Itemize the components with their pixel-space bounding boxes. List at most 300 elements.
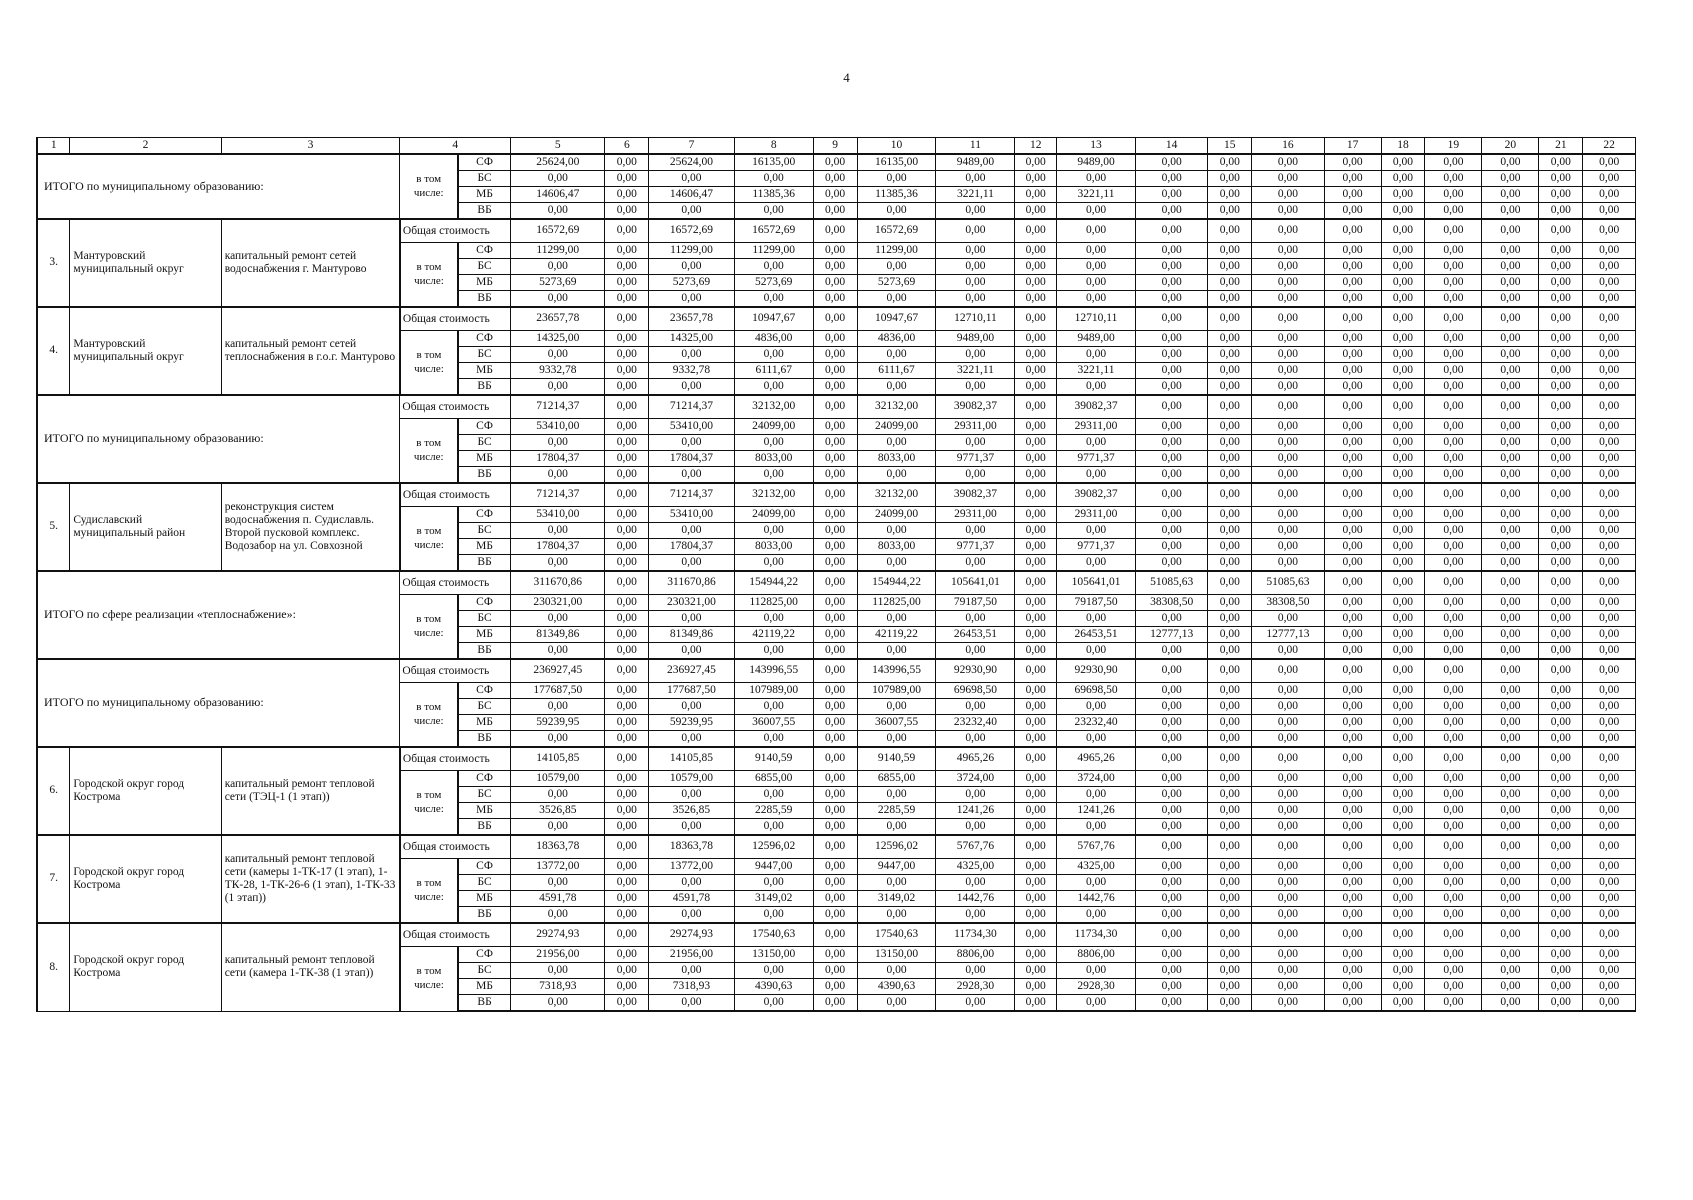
funding-source-code: ВБ [458, 995, 511, 1012]
value-cell: 0,00 [1539, 435, 1583, 451]
value-cell: 0,00 [1252, 979, 1324, 995]
value-cell: 0,00 [813, 347, 857, 363]
value-cell: 0,00 [605, 539, 649, 555]
value-cell: 0,00 [1539, 923, 1583, 947]
value-cell: 0,00 [1381, 347, 1425, 363]
value-cell: 29311,00 [1057, 507, 1136, 523]
value-cell: 0,00 [936, 555, 1015, 572]
value-cell: 0,00 [1208, 979, 1252, 995]
value-cell: 13150,00 [734, 947, 813, 963]
including-label: в том числе: [400, 859, 458, 924]
value-cell: 0,00 [1324, 363, 1381, 379]
value-cell: 0,00 [1583, 419, 1636, 435]
value-cell: 9489,00 [936, 331, 1015, 347]
value-cell: 0,00 [813, 979, 857, 995]
value-cell: 0,00 [605, 363, 649, 379]
value-cell: 0,00 [605, 771, 649, 787]
value-cell: 0,00 [1015, 539, 1057, 555]
value-cell: 0,00 [1324, 659, 1381, 683]
value-cell: 1442,76 [1057, 891, 1136, 907]
value-cell: 0,00 [857, 291, 936, 308]
funding-source-code: ВБ [458, 555, 511, 572]
total-label: ИТОГО по сфере реализации «теплоснабжение»: [37, 571, 400, 659]
value-cell: 9140,59 [857, 747, 936, 771]
value-cell: 0,00 [1252, 203, 1324, 220]
value-cell: 0,00 [605, 187, 649, 203]
value-cell: 0,00 [1425, 995, 1482, 1012]
value-cell: 0,00 [1583, 699, 1636, 715]
funding-source-code: БС [458, 523, 511, 539]
value-cell: 0,00 [1425, 947, 1482, 963]
value-cell: 0,00 [813, 203, 857, 220]
value-cell: 0,00 [1324, 331, 1381, 347]
value-cell: 0,00 [813, 363, 857, 379]
value-cell: 0,00 [1015, 275, 1057, 291]
total-cost-row [37, 571, 1636, 595]
funding-source-code: СФ [458, 683, 511, 699]
value-cell: 0,00 [1252, 363, 1324, 379]
value-cell: 0,00 [1482, 243, 1539, 259]
value-cell: 0,00 [1208, 555, 1252, 572]
value-cell: 13772,00 [511, 859, 605, 875]
value-cell: 0,00 [734, 291, 813, 308]
value-cell: 0,00 [1208, 259, 1252, 275]
value-cell: 0,00 [605, 219, 649, 243]
value-cell: 0,00 [1539, 643, 1583, 660]
total-cost-row [37, 835, 1636, 859]
value-cell: 0,00 [1324, 347, 1381, 363]
value-cell: 0,00 [1136, 379, 1208, 396]
value-cell: 0,00 [813, 699, 857, 715]
value-cell: 4591,78 [511, 891, 605, 907]
value-cell: 16572,69 [649, 219, 735, 243]
value-cell: 0,00 [1015, 643, 1057, 660]
value-cell: 0,00 [1583, 171, 1636, 187]
value-cell: 4591,78 [649, 891, 735, 907]
funding-source-code: ВБ [458, 203, 511, 220]
value-cell: 0,00 [605, 923, 649, 947]
value-cell: 0,00 [1015, 203, 1057, 220]
value-cell: 0,00 [605, 507, 649, 523]
total-cost-row [37, 483, 1636, 507]
total-cost-label: Общая стоимость [400, 659, 511, 683]
value-cell: 5273,69 [511, 275, 605, 291]
value-cell: 0,00 [1482, 307, 1539, 331]
value-cell: 0,00 [1208, 307, 1252, 331]
value-cell: 4965,26 [936, 747, 1015, 771]
value-cell: 0,00 [605, 947, 649, 963]
value-cell: 0,00 [1583, 275, 1636, 291]
funding-source-code: СФ [458, 419, 511, 435]
value-cell: 16572,69 [734, 219, 813, 243]
value-cell: 0,00 [1057, 259, 1136, 275]
value-cell: 0,00 [1015, 187, 1057, 203]
funding-source-code: ВБ [458, 467, 511, 484]
value-cell: 0,00 [1057, 699, 1136, 715]
value-cell: 0,00 [1425, 979, 1482, 995]
value-cell: 0,00 [649, 523, 735, 539]
value-cell: 0,00 [1425, 819, 1482, 836]
value-cell: 0,00 [1482, 787, 1539, 803]
value-cell: 0,00 [1381, 875, 1425, 891]
value-cell: 0,00 [1482, 259, 1539, 275]
value-cell: 0,00 [1015, 243, 1057, 259]
value-cell: 0,00 [1425, 683, 1482, 699]
value-cell: 0,00 [813, 243, 857, 259]
value-cell: 0,00 [1252, 243, 1324, 259]
value-cell: 0,00 [1539, 187, 1583, 203]
value-cell: 51085,63 [1136, 571, 1208, 595]
column-number: 10 [857, 138, 936, 155]
value-cell: 0,00 [1136, 435, 1208, 451]
value-cell: 69698,50 [1057, 683, 1136, 699]
value-cell: 0,00 [1425, 507, 1482, 523]
value-cell: 0,00 [1539, 595, 1583, 611]
value-cell: 0,00 [1539, 243, 1583, 259]
value-cell: 38308,50 [1252, 595, 1324, 611]
value-cell: 0,00 [1324, 963, 1381, 979]
value-cell: 12777,13 [1252, 627, 1324, 643]
value-cell: 14606,47 [649, 187, 735, 203]
value-cell: 0,00 [1425, 154, 1482, 171]
value-cell: 0,00 [1482, 979, 1539, 995]
value-cell: 0,00 [857, 171, 936, 187]
value-cell: 0,00 [1208, 643, 1252, 660]
value-cell: 4325,00 [936, 859, 1015, 875]
value-cell: 0,00 [936, 787, 1015, 803]
value-cell: 0,00 [1057, 291, 1136, 308]
funding-source-code: МБ [458, 275, 511, 291]
value-cell: 0,00 [1208, 595, 1252, 611]
column-number: 7 [649, 138, 735, 155]
value-cell: 0,00 [1381, 291, 1425, 308]
value-cell: 0,00 [1539, 507, 1583, 523]
value-cell: 0,00 [813, 467, 857, 484]
value-cell: 0,00 [1482, 627, 1539, 643]
funding-source-row [37, 154, 1636, 171]
funding-source-code: МБ [458, 187, 511, 203]
value-cell: 0,00 [1136, 683, 1208, 699]
municipality: Судиславский муниципальный район [70, 483, 221, 571]
value-cell: 2928,30 [1057, 979, 1136, 995]
value-cell: 24099,00 [734, 419, 813, 435]
value-cell: 0,00 [1482, 219, 1539, 243]
value-cell: 0,00 [511, 907, 605, 924]
value-cell: 14105,85 [511, 747, 605, 771]
value-cell: 0,00 [1539, 891, 1583, 907]
value-cell: 0,00 [1208, 659, 1252, 683]
value-cell: 17804,37 [511, 451, 605, 467]
funding-source-code: ВБ [458, 819, 511, 836]
value-cell: 0,00 [1324, 243, 1381, 259]
value-cell: 0,00 [649, 435, 735, 451]
including-label: в том числе: [400, 683, 458, 748]
value-cell: 0,00 [936, 699, 1015, 715]
value-cell: 0,00 [1425, 715, 1482, 731]
value-cell: 0,00 [1324, 731, 1381, 748]
value-cell: 0,00 [1136, 395, 1208, 419]
value-cell: 0,00 [813, 154, 857, 171]
value-cell: 0,00 [1324, 259, 1381, 275]
value-cell: 0,00 [511, 995, 605, 1012]
value-cell: 0,00 [1252, 819, 1324, 836]
value-cell: 0,00 [605, 451, 649, 467]
value-cell: 0,00 [936, 347, 1015, 363]
total-cost-label: Общая стоимость [400, 219, 511, 243]
value-cell: 0,00 [1015, 307, 1057, 331]
value-cell: 0,00 [1539, 907, 1583, 924]
value-cell: 0,00 [1208, 363, 1252, 379]
value-cell: 0,00 [1136, 539, 1208, 555]
value-cell: 0,00 [1324, 523, 1381, 539]
value-cell: 42119,22 [734, 627, 813, 643]
value-cell: 0,00 [1482, 347, 1539, 363]
value-cell: 81349,86 [649, 627, 735, 643]
value-cell: 0,00 [936, 275, 1015, 291]
value-cell: 0,00 [1136, 835, 1208, 859]
value-cell: 0,00 [734, 699, 813, 715]
value-cell: 0,00 [605, 731, 649, 748]
value-cell: 0,00 [1057, 643, 1136, 660]
value-cell: 0,00 [1381, 467, 1425, 484]
value-cell: 0,00 [649, 787, 735, 803]
value-cell: 0,00 [1482, 507, 1539, 523]
value-cell: 3221,11 [936, 187, 1015, 203]
value-cell: 0,00 [1381, 611, 1425, 627]
value-cell: 0,00 [1208, 731, 1252, 748]
value-cell: 0,00 [813, 771, 857, 787]
value-cell: 0,00 [1539, 747, 1583, 771]
value-cell: 0,00 [1482, 803, 1539, 819]
value-cell: 0,00 [857, 787, 936, 803]
value-cell: 0,00 [857, 995, 936, 1012]
value-cell: 143996,55 [857, 659, 936, 683]
value-cell: 0,00 [1252, 379, 1324, 396]
value-cell: 0,00 [1425, 611, 1482, 627]
value-cell: 0,00 [605, 571, 649, 595]
value-cell: 0,00 [936, 379, 1015, 396]
value-cell: 0,00 [1136, 923, 1208, 947]
value-cell: 0,00 [1015, 659, 1057, 683]
value-cell: 0,00 [936, 243, 1015, 259]
value-cell: 0,00 [1539, 979, 1583, 995]
value-cell: 0,00 [1324, 219, 1381, 243]
value-cell: 0,00 [1482, 275, 1539, 291]
value-cell: 9447,00 [734, 859, 813, 875]
value-cell: 0,00 [1381, 203, 1425, 220]
value-cell: 0,00 [1583, 219, 1636, 243]
value-cell: 0,00 [1482, 379, 1539, 396]
value-cell: 0,00 [1136, 963, 1208, 979]
value-cell: 0,00 [1381, 379, 1425, 396]
value-cell: 0,00 [1136, 203, 1208, 220]
value-cell: 0,00 [649, 291, 735, 308]
value-cell: 0,00 [936, 219, 1015, 243]
value-cell: 0,00 [1208, 219, 1252, 243]
value-cell: 0,00 [1583, 803, 1636, 819]
value-cell: 0,00 [1208, 611, 1252, 627]
value-cell: 11299,00 [511, 243, 605, 259]
value-cell: 0,00 [1539, 171, 1583, 187]
value-cell: 0,00 [1539, 699, 1583, 715]
value-cell: 0,00 [1482, 539, 1539, 555]
value-cell: 5767,76 [1057, 835, 1136, 859]
value-cell: 0,00 [1136, 507, 1208, 523]
value-cell: 0,00 [813, 539, 857, 555]
value-cell: 0,00 [813, 787, 857, 803]
value-cell: 0,00 [1482, 611, 1539, 627]
value-cell: 0,00 [1015, 555, 1057, 572]
value-cell: 0,00 [857, 203, 936, 220]
value-cell: 0,00 [1136, 483, 1208, 507]
value-cell: 0,00 [857, 435, 936, 451]
value-cell: 177687,50 [511, 683, 605, 699]
value-cell: 0,00 [1057, 219, 1136, 243]
value-cell: 0,00 [1015, 947, 1057, 963]
value-cell: 6111,67 [857, 363, 936, 379]
column-number: 12 [1015, 138, 1057, 155]
value-cell: 0,00 [1136, 259, 1208, 275]
value-cell: 0,00 [1583, 963, 1636, 979]
value-cell: 0,00 [1425, 291, 1482, 308]
value-cell: 0,00 [734, 643, 813, 660]
value-cell: 0,00 [1136, 451, 1208, 467]
value-cell: 13772,00 [649, 859, 735, 875]
value-cell: 0,00 [1482, 947, 1539, 963]
value-cell: 0,00 [1583, 923, 1636, 947]
value-cell: 4390,63 [857, 979, 936, 995]
value-cell: 0,00 [1583, 291, 1636, 308]
value-cell: 10947,67 [857, 307, 936, 331]
value-cell: 0,00 [1482, 819, 1539, 836]
value-cell: 0,00 [1015, 419, 1057, 435]
value-cell: 4965,26 [1057, 747, 1136, 771]
value-cell: 0,00 [605, 203, 649, 220]
value-cell: 0,00 [1381, 643, 1425, 660]
value-cell: 0,00 [734, 523, 813, 539]
value-cell: 0,00 [857, 259, 936, 275]
value-cell: 0,00 [1136, 243, 1208, 259]
column-number: 17 [1324, 138, 1381, 155]
value-cell: 0,00 [605, 291, 649, 308]
value-cell: 79187,50 [1057, 595, 1136, 611]
value-cell: 154944,22 [734, 571, 813, 595]
project-description: капитальный ремонт сетей теплоснабжения в г.о.г. Мантурово [221, 307, 400, 395]
value-cell: 0,00 [1381, 451, 1425, 467]
value-cell: 11385,36 [734, 187, 813, 203]
value-cell: 0,00 [1057, 203, 1136, 220]
value-cell: 0,00 [1252, 467, 1324, 484]
value-cell: 0,00 [1136, 643, 1208, 660]
value-cell: 0,00 [1324, 891, 1381, 907]
value-cell: 0,00 [857, 467, 936, 484]
value-cell: 3724,00 [936, 771, 1015, 787]
value-cell: 0,00 [813, 859, 857, 875]
value-cell: 0,00 [1015, 259, 1057, 275]
value-cell: 0,00 [1015, 891, 1057, 907]
value-cell: 0,00 [1252, 555, 1324, 572]
value-cell: 9332,78 [511, 363, 605, 379]
value-cell: 14325,00 [649, 331, 735, 347]
value-cell: 0,00 [1425, 699, 1482, 715]
value-cell: 0,00 [1425, 595, 1482, 611]
value-cell: 0,00 [1539, 819, 1583, 836]
value-cell: 53410,00 [511, 507, 605, 523]
value-cell: 0,00 [649, 875, 735, 891]
value-cell: 0,00 [605, 307, 649, 331]
value-cell: 0,00 [1015, 219, 1057, 243]
value-cell: 59239,95 [511, 715, 605, 731]
value-cell: 10947,67 [734, 307, 813, 331]
value-cell: 0,00 [1539, 259, 1583, 275]
value-cell: 0,00 [1482, 467, 1539, 484]
value-cell: 0,00 [936, 203, 1015, 220]
value-cell: 0,00 [605, 467, 649, 484]
value-cell: 0,00 [1381, 923, 1425, 947]
value-cell: 0,00 [1136, 803, 1208, 819]
value-cell: 0,00 [1015, 291, 1057, 308]
value-cell: 0,00 [1482, 483, 1539, 507]
funding-source-code: ВБ [458, 907, 511, 924]
value-cell: 0,00 [1583, 243, 1636, 259]
value-cell: 0,00 [1324, 875, 1381, 891]
item-number: 4. [37, 307, 70, 395]
value-cell: 24099,00 [734, 507, 813, 523]
value-cell: 0,00 [1252, 451, 1324, 467]
value-cell: 39082,37 [936, 483, 1015, 507]
value-cell: 0,00 [1015, 379, 1057, 396]
value-cell: 311670,86 [511, 571, 605, 595]
value-cell: 0,00 [1136, 275, 1208, 291]
value-cell: 0,00 [1252, 891, 1324, 907]
value-cell: 0,00 [1425, 859, 1482, 875]
value-cell: 0,00 [1015, 683, 1057, 699]
funding-source-code: СФ [458, 154, 511, 171]
value-cell: 79187,50 [936, 595, 1015, 611]
value-cell: 0,00 [1324, 555, 1381, 572]
value-cell: 0,00 [605, 595, 649, 611]
value-cell: 236927,45 [511, 659, 605, 683]
value-cell: 9771,37 [1057, 539, 1136, 555]
value-cell: 3526,85 [649, 803, 735, 819]
value-cell: 12710,11 [936, 307, 1015, 331]
item-number: 6. [37, 747, 70, 835]
value-cell: 0,00 [1425, 203, 1482, 220]
value-cell: 0,00 [734, 259, 813, 275]
value-cell: 0,00 [605, 835, 649, 859]
value-cell: 0,00 [1324, 451, 1381, 467]
value-cell: 0,00 [1252, 331, 1324, 347]
funding-source-code: ВБ [458, 731, 511, 748]
value-cell: 0,00 [1136, 947, 1208, 963]
value-cell: 3149,02 [734, 891, 813, 907]
value-cell: 0,00 [1583, 331, 1636, 347]
funding-source-code: БС [458, 875, 511, 891]
value-cell: 0,00 [1324, 507, 1381, 523]
value-cell: 8033,00 [857, 451, 936, 467]
value-cell: 0,00 [1057, 555, 1136, 572]
value-cell: 6855,00 [734, 771, 813, 787]
value-cell: 0,00 [1324, 907, 1381, 924]
funding-source-code: БС [458, 435, 511, 451]
value-cell: 0,00 [1208, 154, 1252, 171]
item-number: 7. [37, 835, 70, 923]
value-cell: 0,00 [1583, 643, 1636, 660]
project-description: капитальный ремонт сетей водоснабжения г. Мантурово [221, 219, 400, 307]
value-cell: 0,00 [1136, 995, 1208, 1012]
value-cell: 0,00 [1015, 875, 1057, 891]
value-cell: 0,00 [936, 523, 1015, 539]
